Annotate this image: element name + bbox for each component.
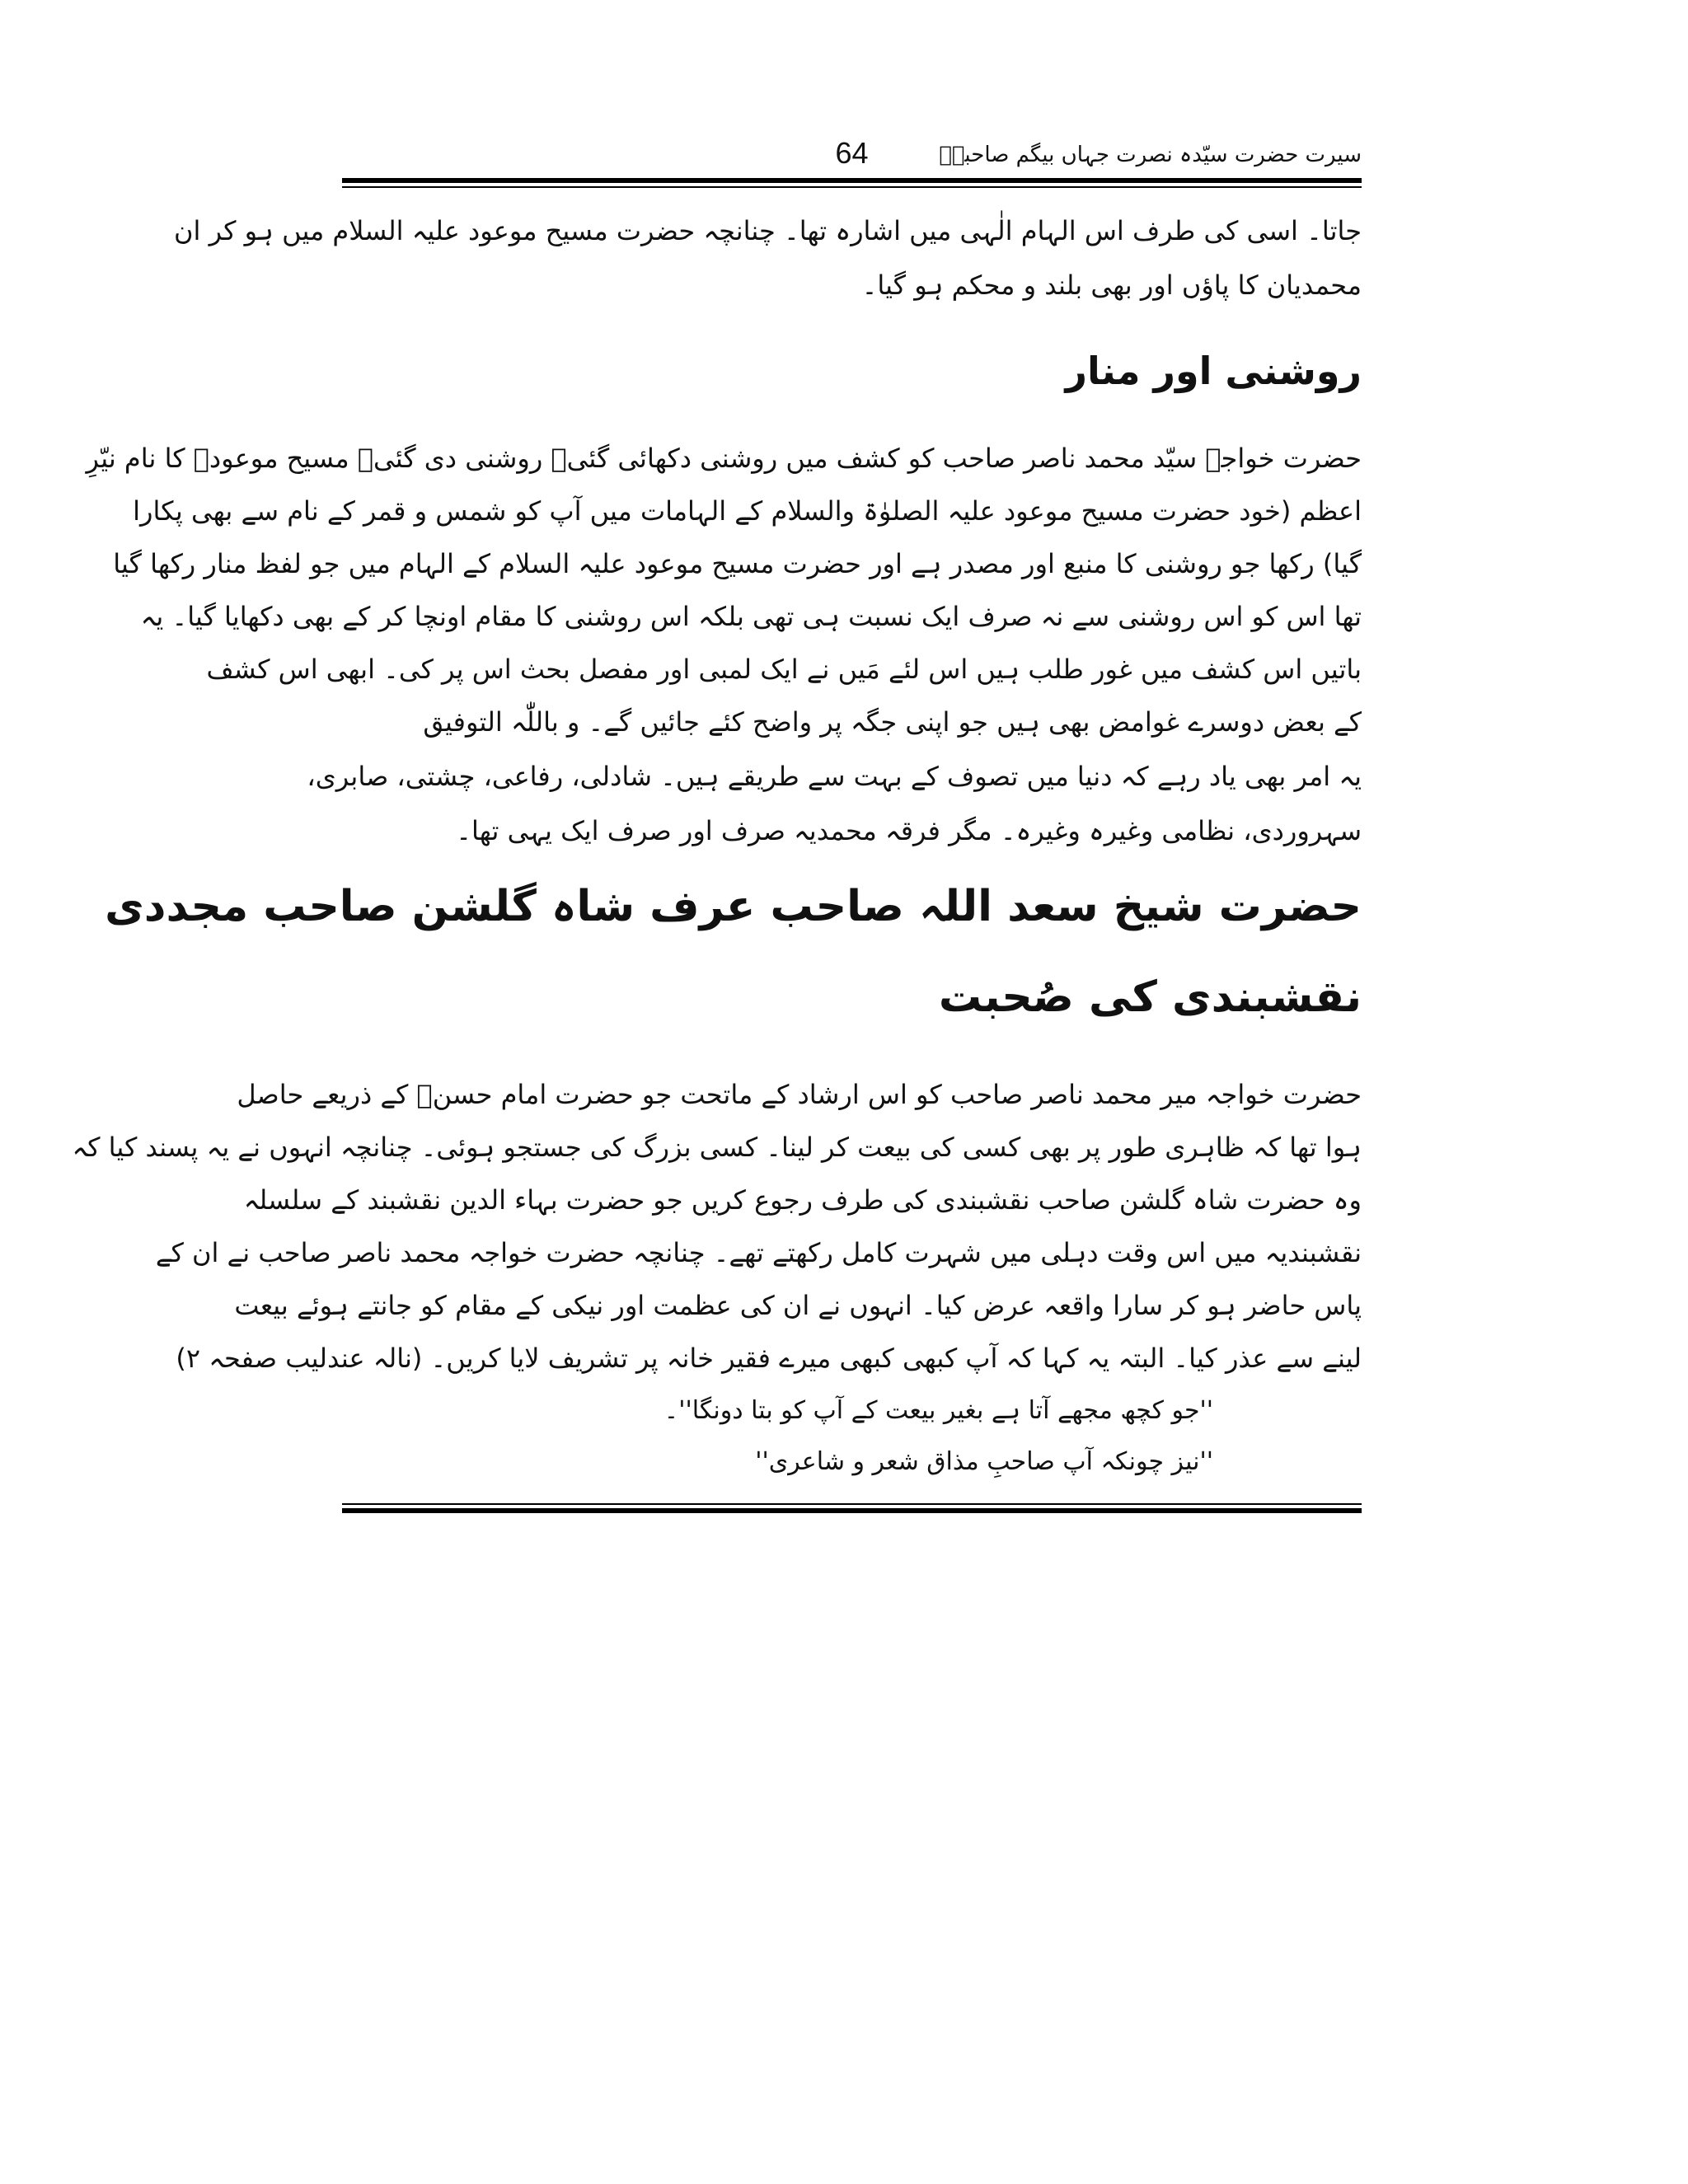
section-heading-light-and-minaret: روشنی اور منار [1065, 349, 1362, 393]
running-title: سیرت حضرت سیّدہ نصرت جہاں بیگم صاحبہؓ [939, 143, 1362, 167]
page-number: 64 [835, 136, 869, 170]
paragraph-line: یہ امر بھی یاد رہے کہ دنیا میں تصوف کے بہت سے طریقے ہیں۔ شادلی، رفاعی، چشتی، صابری، [307, 761, 1362, 792]
paragraph-line: حضرت خواجہ سیّد محمد ناصر صاحب کو کشف میں روشنی دکھائی گئی۔ روشنی دی گئی۔ مسیح موعودؑ کا نام نیّرِ [86, 443, 1362, 474]
paragraph-line: اعظم (خود حضرت مسیح موعود علیہ الصلوٰۃ والسلام کے الہامات میں آپ کو شمس و قمر کے نام سے بھی پکارا [133, 495, 1362, 527]
intro-line: محمدیان کا پاؤں اور بھی بلند و محکم ہو گیا۔ [861, 269, 1362, 301]
paragraph-line: گیا) رکھا جو روشنی کا منبع اور مصدر ہے اور حضرت مسیح موعود علیہ السلام کے الہام میں جو لفظ منار رکھا گیا [113, 548, 1362, 579]
paragraph-line: سہروردی، نظامی وغیرہ وغیرہ۔ مگر فرقہ محمدیہ صرف اور صرف ایک یہی تھا۔ [456, 815, 1362, 846]
paragraph-line: تھا اس کو اس روشنی سے نہ صرف ایک نسبت ہی تھی بلکہ اس روشنی کا مقام اونچا کر کے بھی دکھایا گیا۔ یہ [140, 601, 1362, 632]
footer-rule-thick [342, 1508, 1362, 1513]
paragraph-line: حضرت خواجہ میر محمد ناصر صاحب کو اس ارشاد کے ماتحت جو حضرت امام حسنؓ کے ذریعے حاصل [237, 1079, 1362, 1110]
paragraph-line: وہ حضرت شاہ گلشن صاحب نقشبندی کی طرف رجوع کریں جو حضرت بہاء الدین نقشبند کے سلسلہ [243, 1184, 1362, 1216]
quote-line: ''جو کچھ مجھے آتا ہے بغیر بیعت کے آپ کو بتا دونگا''۔ [663, 1396, 1213, 1425]
paragraph-line: پاس حاضر ہو کر سارا واقعہ عرض کیا۔ انہوں نے ان کی عظمت اور نیکی کے مقام کو جانتے ہوئے بیعت [234, 1290, 1362, 1321]
paragraph-line: نقشبندیہ میں اس وقت دہلی میں شہرت کامل رکھتے تھے۔ چنانچہ حضرت خواجہ محمد ناصر صاحب نے ان کے [155, 1237, 1362, 1268]
section-heading-companionship-line1: حضرت شیخ سعد اللہ صاحب عرف شاہ گلشن صاحب مجددی [105, 882, 1362, 931]
section-heading-companionship-line2: نقشبندی کی صُحبت [938, 972, 1362, 1022]
intro-line: جاتا۔ اسی کی طرف اس الہام الٰہی میں اشارہ تھا۔ چنانچہ حضرت مسیح موعود علیہ السلام میں ہو کر ان [174, 215, 1362, 246]
page-body [72, 0, 1362, 2184]
paragraph-line: باتیں اس کشف میں غور طلب ہیں اس لئے مَیں نے ایک لمبی اور مفصل بحث اس پر کی۔ ابھی اس کشف [206, 654, 1362, 685]
footer-rule-thin [342, 1503, 1362, 1505]
paragraph-line: کے بعض دوسرے غوامض بھی ہیں جو اپنی جگہ پر واضح کئے جائیں گے۔ و باللّٰہ التوفیق [423, 706, 1362, 738]
paragraph-line: لینے سے عذر کیا۔ البتہ یہ کہا کہ آپ کبھی کبھی میرے فقیر خانہ پر تشریف لایا کریں۔ (نالہ عندلیب صفحہ ۲) [176, 1343, 1362, 1374]
paragraph-line: ہوا تھا کہ ظاہری طور پر بھی کسی کی بیعت کر لینا۔ کسی بزرگ کی جستجو ہوئی۔ چنانچہ انہوں نے یہ پسند کیا کہ [72, 1132, 1362, 1163]
quote-line: ''نیز چونکہ آپ صاحبِ مذاق شعر و شاعری'' [755, 1447, 1213, 1476]
